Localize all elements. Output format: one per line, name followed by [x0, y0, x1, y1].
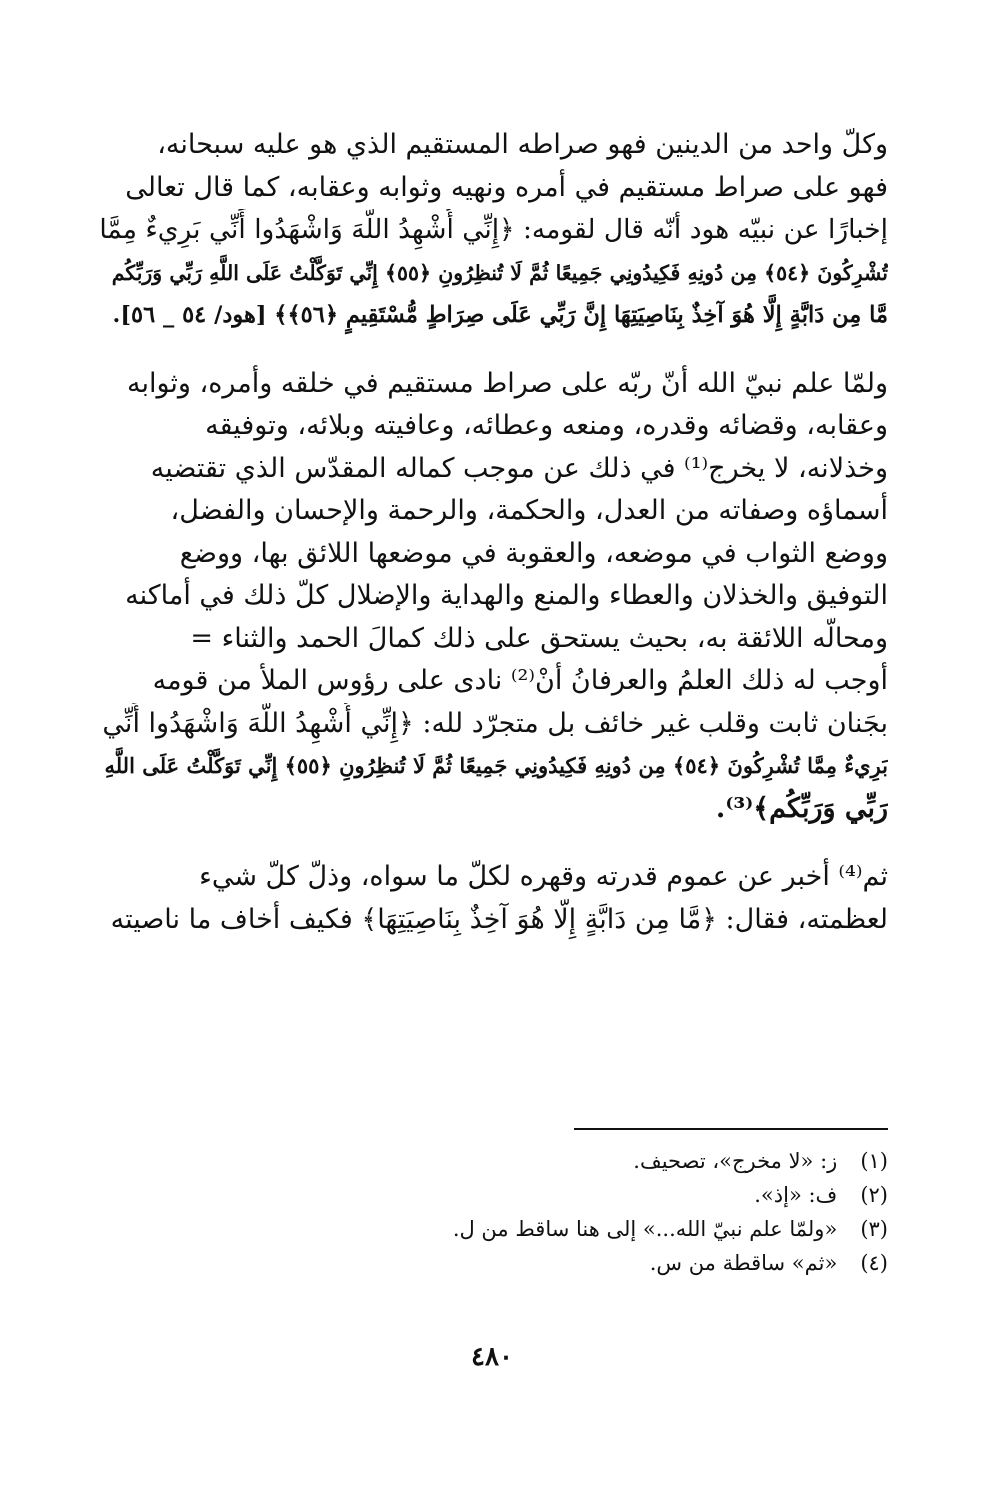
footnote-number: (٤)	[860, 1251, 888, 1275]
quran-verse-line: بَرِيءٌ مِمَّا تُشْرِكُونَ ﴿٥٤﴾ مِن دُونِهِ فَكِيدُونِي جَمِيعًا ثُمَّ لَا تُنظِرُونِ ﴿٥٥﴾ إِنِّي تَوَكَّلْتُ عَلَى اللَّهِ	[104, 753, 888, 778]
text-line: إخبارًا عن نبيّه هود أنّه قال لقومه: ﴿إِنِّي أُشْهِدُ اللَّهَ وَاشْهَدُوا أَنِّي بَرِيءٌ مِمَّا	[99, 214, 888, 245]
quran-verse-line: مَّا مِن دَابَّةٍ إِلَّا هُوَ آخِذٌ بِنَاصِيَتِهَا إِنَّ رَبِّي عَلَى صِرَاطٍ مُّسْتَقِيمٍ ﴿٥٦﴾﴾ [هود/ ٥٤ _ ٥٦].	[112, 302, 888, 328]
footnotes	[96, 1144, 888, 1280]
text-line: لعظمته، فقال: ﴿مَّا مِن دَابَّةٍ إِلَّا هُوَ آخِذٌ بِنَاصِيَتِهَا﴾ فكيف أخاف ما ناصيته	[110, 903, 888, 935]
text-line: بجَنان ثابت وقلب غير خائف بل متجرّد لله: ﴿إِنِّي أُشْهِدُ اللَّهَ وَاشْهَدُوا أَنِّي	[102, 707, 888, 739]
quran-verse-line: تُشْرِكُونَ ﴿٥٤﴾ مِن دُونِهِ فَكِيدُونِي جَمِيعًا ثُمَّ لَا تُنظِرُونِ ﴿٥٥﴾ إِنِّي تَوَكَّلْتُ عَلَى اللَّهِ رَبِّي وَرَبِّكُم	[111, 260, 888, 285]
footnote	[96, 1246, 888, 1280]
book-page	[96, 124, 888, 1444]
text-line: التوفيق والخذلان والعطاء والمنع والهداية والإضلال كلّ ذلك في أماكنه	[125, 580, 888, 611]
quran-verse-line: رَبِّي وَرَبِّكُم﴾⁽³⁾.	[715, 792, 888, 824]
text-line: وعقابه، وقضائه وقدره، ومنعه وعطائه، وعافيته وبلائه، وتوفيقه	[205, 410, 888, 441]
footnote-text: «ثم» ساقطة من س.	[649, 1251, 838, 1275]
paragraph-2	[96, 363, 888, 831]
text-line: ومحالّه اللائقة به، بحيث يستحق على ذلك كمالَ الحمد والثناء =	[190, 622, 888, 654]
text-line: ووضع الثواب في موضعه، والعقوبة في موضعها اللائق بها، ووضع	[179, 537, 888, 569]
text-line: وخذلانه، لا يخرج⁽¹⁾ في ذلك عن موجب كماله المقدّس الذي تقتضيه	[150, 452, 888, 484]
footnote	[96, 1178, 888, 1212]
footnote-number: (٣)	[860, 1217, 888, 1241]
footnote	[96, 1144, 888, 1178]
footnote-text: «ولمّا علم نبيّ الله...» إلى هنا ساقط من ل.	[452, 1217, 838, 1241]
paragraph-3	[96, 856, 888, 941]
text-line: ولمّا علم نبيّ الله أنّ ربّه على صراط مستقيم في خلقه وأمره، وثوابه	[126, 367, 888, 399]
footnote-divider	[574, 1128, 888, 1130]
footnote-number: (١)	[860, 1149, 888, 1173]
footnote-text: ز: «لا مخرج»، تصحيف.	[633, 1149, 838, 1173]
page-number: ٤٨٠	[471, 1342, 513, 1372]
footnote-number: (٢)	[860, 1183, 888, 1207]
paragraph-1	[96, 124, 888, 337]
text-line: فهو على صراط مستقيم في أمره ونهيه وثوابه وعقابه، كما قال تعالى	[125, 171, 888, 203]
footnote	[96, 1212, 888, 1246]
text-line: وكلّ واحد من الدينين فهو صراطه المستقيم الذي هو عليه سبحانه،	[157, 129, 888, 160]
text-line: أوجب له ذلك العلمُ والعرفانُ أنْ⁽²⁾ نادى على رؤوس الملأ من قومه	[152, 665, 888, 696]
text-line: أسماؤه وصفاته من العدل، والحكمة، والرحمة والإحسان والفضل،	[170, 495, 888, 526]
text-line: ثم⁽⁴⁾ أخبر عن عموم قدرته وقهره لكلّ ما سواه، وذلّ كلّ شيء	[199, 861, 888, 892]
footnote-text: ف: «إذ».	[754, 1183, 838, 1207]
